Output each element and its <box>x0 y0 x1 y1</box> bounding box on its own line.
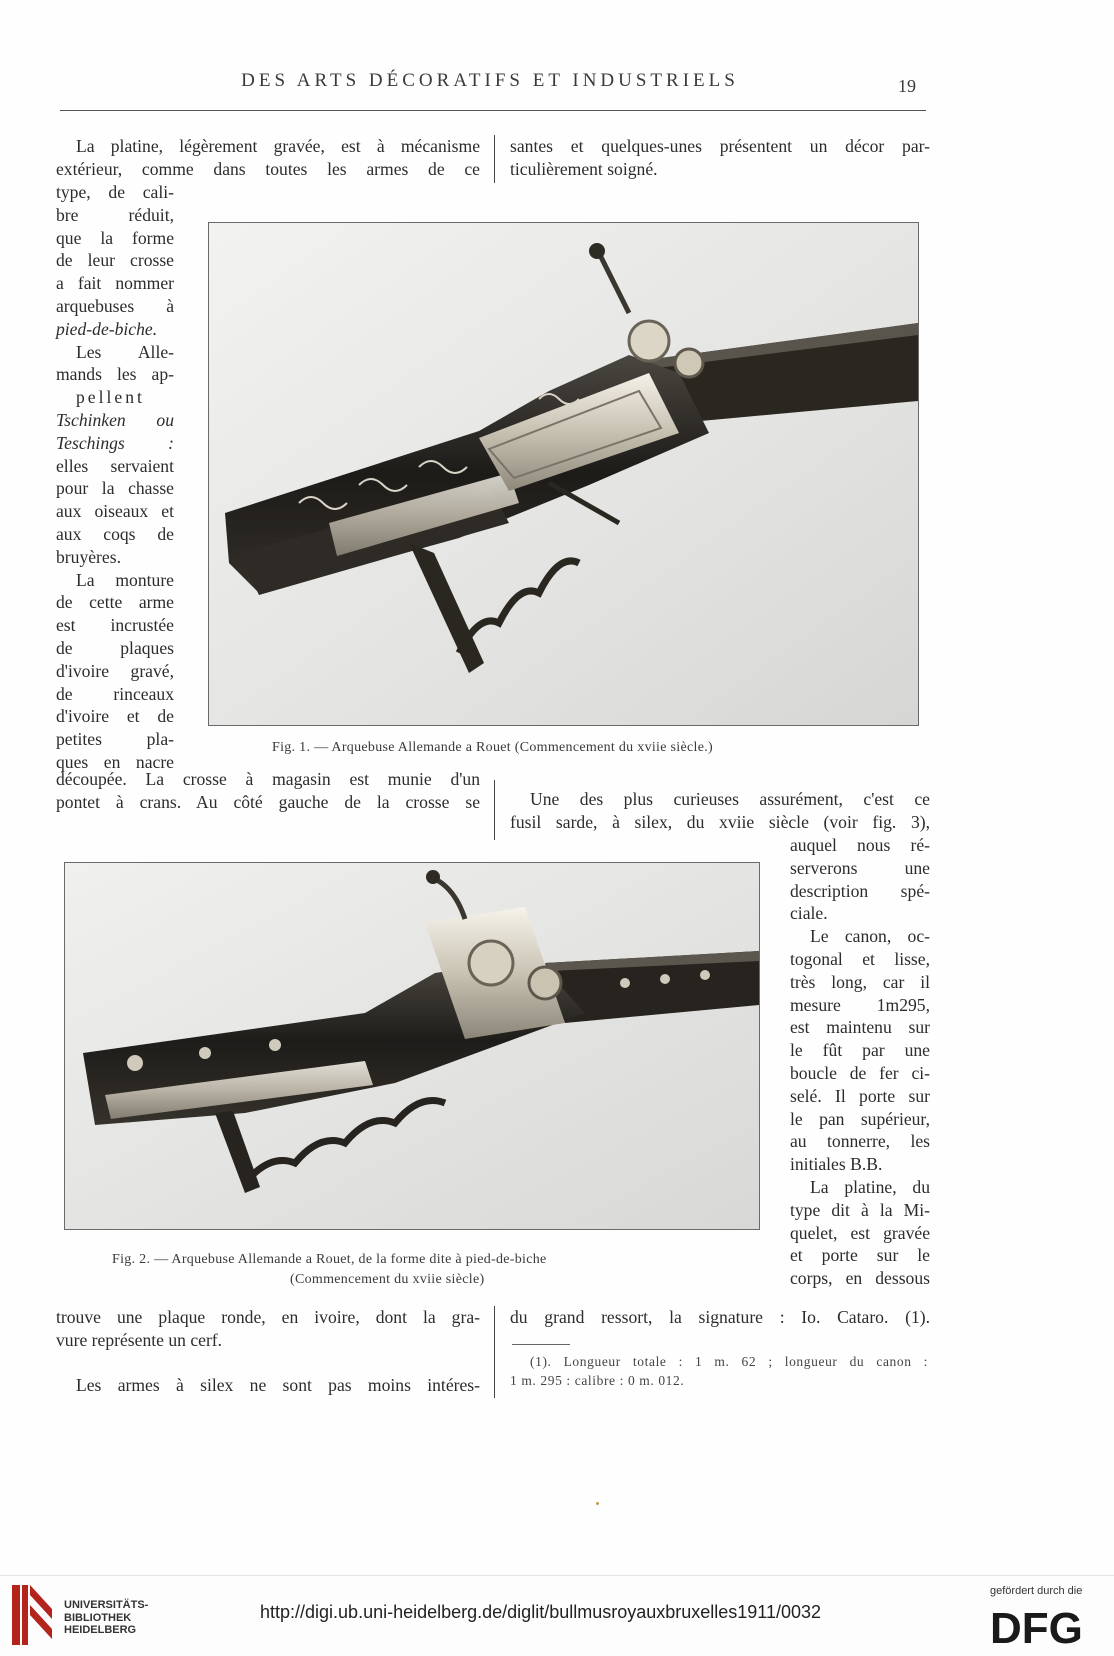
text-line: aux oiseaux et <box>56 501 174 522</box>
text-line: bre réduit, <box>56 204 174 225</box>
figure-1-image <box>208 222 919 726</box>
text-line: togonal et lisse, <box>790 948 930 969</box>
text-line: vure représente un cerf. <box>56 1329 223 1350</box>
text-line: mands les ap- <box>56 364 174 385</box>
text-line: de rinceaux <box>56 683 174 704</box>
source-url-link[interactable]: http://digi.ub.uni-heidelberg.de/diglit/bullmusroyauxbruxelles1911/0032 <box>260 1602 822 1622</box>
print-speck <box>596 1502 599 1505</box>
text-line: Le canon, oc- <box>810 926 930 947</box>
text-line: La monture <box>76 569 174 590</box>
text-line: pied-de-biche. <box>56 318 158 339</box>
narrow-column <box>56 181 174 774</box>
figure-1-caption: Fig. 1. — Arquebuse Allemande a Rouet (Commencement du xviie siècle.) <box>272 740 713 755</box>
text-line: arquebuses à <box>56 295 174 316</box>
text-line: de leur crosse <box>56 250 174 271</box>
text-line: initiales B.B. <box>790 1154 883 1175</box>
library-name-line: UNIVERSITÄTS- <box>64 1599 149 1611</box>
text-line: Une des plus curieuses assurément, c'est ce <box>530 789 930 809</box>
text-line: santes et quelques-unes présentent un décor par- <box>510 136 930 156</box>
column-rule <box>494 780 495 840</box>
col2-mid <box>510 788 930 834</box>
text-line: pour la chasse <box>56 478 174 499</box>
text-line: trouve une plaque ronde, en ivoire, dont la gra- <box>56 1307 480 1327</box>
dfg-logo-text: DFG <box>990 1605 1083 1647</box>
text-line: description spé- <box>790 880 930 901</box>
text-line: Les armes à silex ne sont pas moins intéres- <box>76 1374 480 1395</box>
col1-mid <box>56 768 480 814</box>
text-line: ques en nacre <box>56 751 174 772</box>
text-line: boucle de fer ci- <box>790 1062 930 1083</box>
text-line: de cette arme <box>56 592 174 613</box>
text-line: ciale. <box>790 903 828 924</box>
text-line: selé. Il porte sur <box>790 1085 930 1106</box>
right-narrow-column <box>790 834 930 1290</box>
text-line: bruyères. <box>56 546 121 567</box>
footnote-rule <box>512 1344 570 1345</box>
dfg-logo-icon <box>990 1605 1098 1647</box>
text-line: auquel nous ré- <box>790 835 930 855</box>
figure-2-image <box>64 862 760 1230</box>
text-line: pellent <box>76 387 145 408</box>
running-title: DES ARTS DÉCORATIFS ET INDUSTRIELS <box>241 70 739 91</box>
text-line: type, de cali- <box>56 182 174 202</box>
text-line: La platine, du <box>810 1176 930 1197</box>
funded-by-label: gefördert durch die <box>990 1585 1083 1597</box>
text-line: La platine, légèrement gravée, est à mécanisme <box>76 136 480 156</box>
page-number: 19 <box>898 76 916 96</box>
text-line: petites pla- <box>56 729 174 750</box>
arquebus-1-illustration <box>209 223 918 725</box>
text-line: a fait nommer <box>56 273 174 294</box>
column-rule <box>494 135 495 183</box>
text-line: très long, car il <box>790 971 930 992</box>
text-line: corps, en dessous <box>790 1268 930 1289</box>
text-line: est maintenu sur <box>790 1017 930 1038</box>
text-line: le pan supérieur, <box>790 1108 930 1129</box>
text-line: fusil sarde, à silex, du xviie siècle (voir fig. 3), <box>510 811 930 832</box>
header-rule <box>60 110 926 111</box>
column-rule <box>494 1306 495 1398</box>
text-line: est incrustée <box>56 615 174 636</box>
text-line: mesure 1m295, <box>790 994 930 1015</box>
col2-top <box>510 135 930 181</box>
text-line: au tonnerre, les <box>790 1131 930 1152</box>
arquebus-2-illustration <box>65 863 759 1229</box>
text-line: aux coqs de <box>56 523 174 544</box>
footnote-line: (1). Longueur totale : 1 m. 62 ; longueur du canon : <box>530 1354 928 1369</box>
text-line: Les Alle- <box>76 341 174 362</box>
footnote-line: 1 m. 295 : calibre : 0 m. 012. <box>510 1373 685 1388</box>
text-line: Tschinken ou <box>56 409 174 430</box>
figure-2-caption-line2: (Commencement du xviie siècle) <box>290 1272 485 1287</box>
unibib-heidelberg-logo-icon <box>12 1585 54 1645</box>
text-line: type dit à la Mi- <box>790 1199 930 1220</box>
figure-2-caption-line1: Fig. 2. — Arquebuse Allemande a Rouet, de la forme dite à pied-de-biche <box>112 1252 547 1267</box>
text-line: pontet à crans. Au côté gauche de la crosse se <box>56 791 480 812</box>
library-name-line: BIBLIOTHEK <box>64 1611 132 1624</box>
library-name <box>64 1599 148 1637</box>
text-line: elles servaient <box>56 455 174 476</box>
library-name-line: HEIDELBERG <box>64 1624 137 1636</box>
text-line: extérieur, comme dans toutes les armes de ce <box>56 158 480 179</box>
text-line: que la forme <box>56 227 174 248</box>
col2-bottom <box>510 1306 930 1329</box>
text-line: serverons une <box>790 857 930 878</box>
text-line: Teschings : <box>56 432 174 453</box>
text-line: du grand ressort, la signature : Io. Cataro. (1). <box>510 1307 930 1327</box>
text-line: découpée. La crosse à magasin est munie d'un <box>56 769 480 789</box>
col1-bottom <box>56 1306 480 1396</box>
text-line: le fût par une <box>790 1040 930 1061</box>
text-line: d'ivoire gravé, <box>56 660 174 681</box>
text-line: ticulièrement soigné. <box>510 158 658 179</box>
text-line: d'ivoire et de <box>56 706 174 727</box>
col1-top <box>56 135 480 181</box>
text-line: et porte sur le <box>790 1245 930 1266</box>
text-line: de plaques <box>56 637 174 658</box>
footnote <box>510 1352 928 1390</box>
text-line: quelet, est gravée <box>790 1222 930 1243</box>
